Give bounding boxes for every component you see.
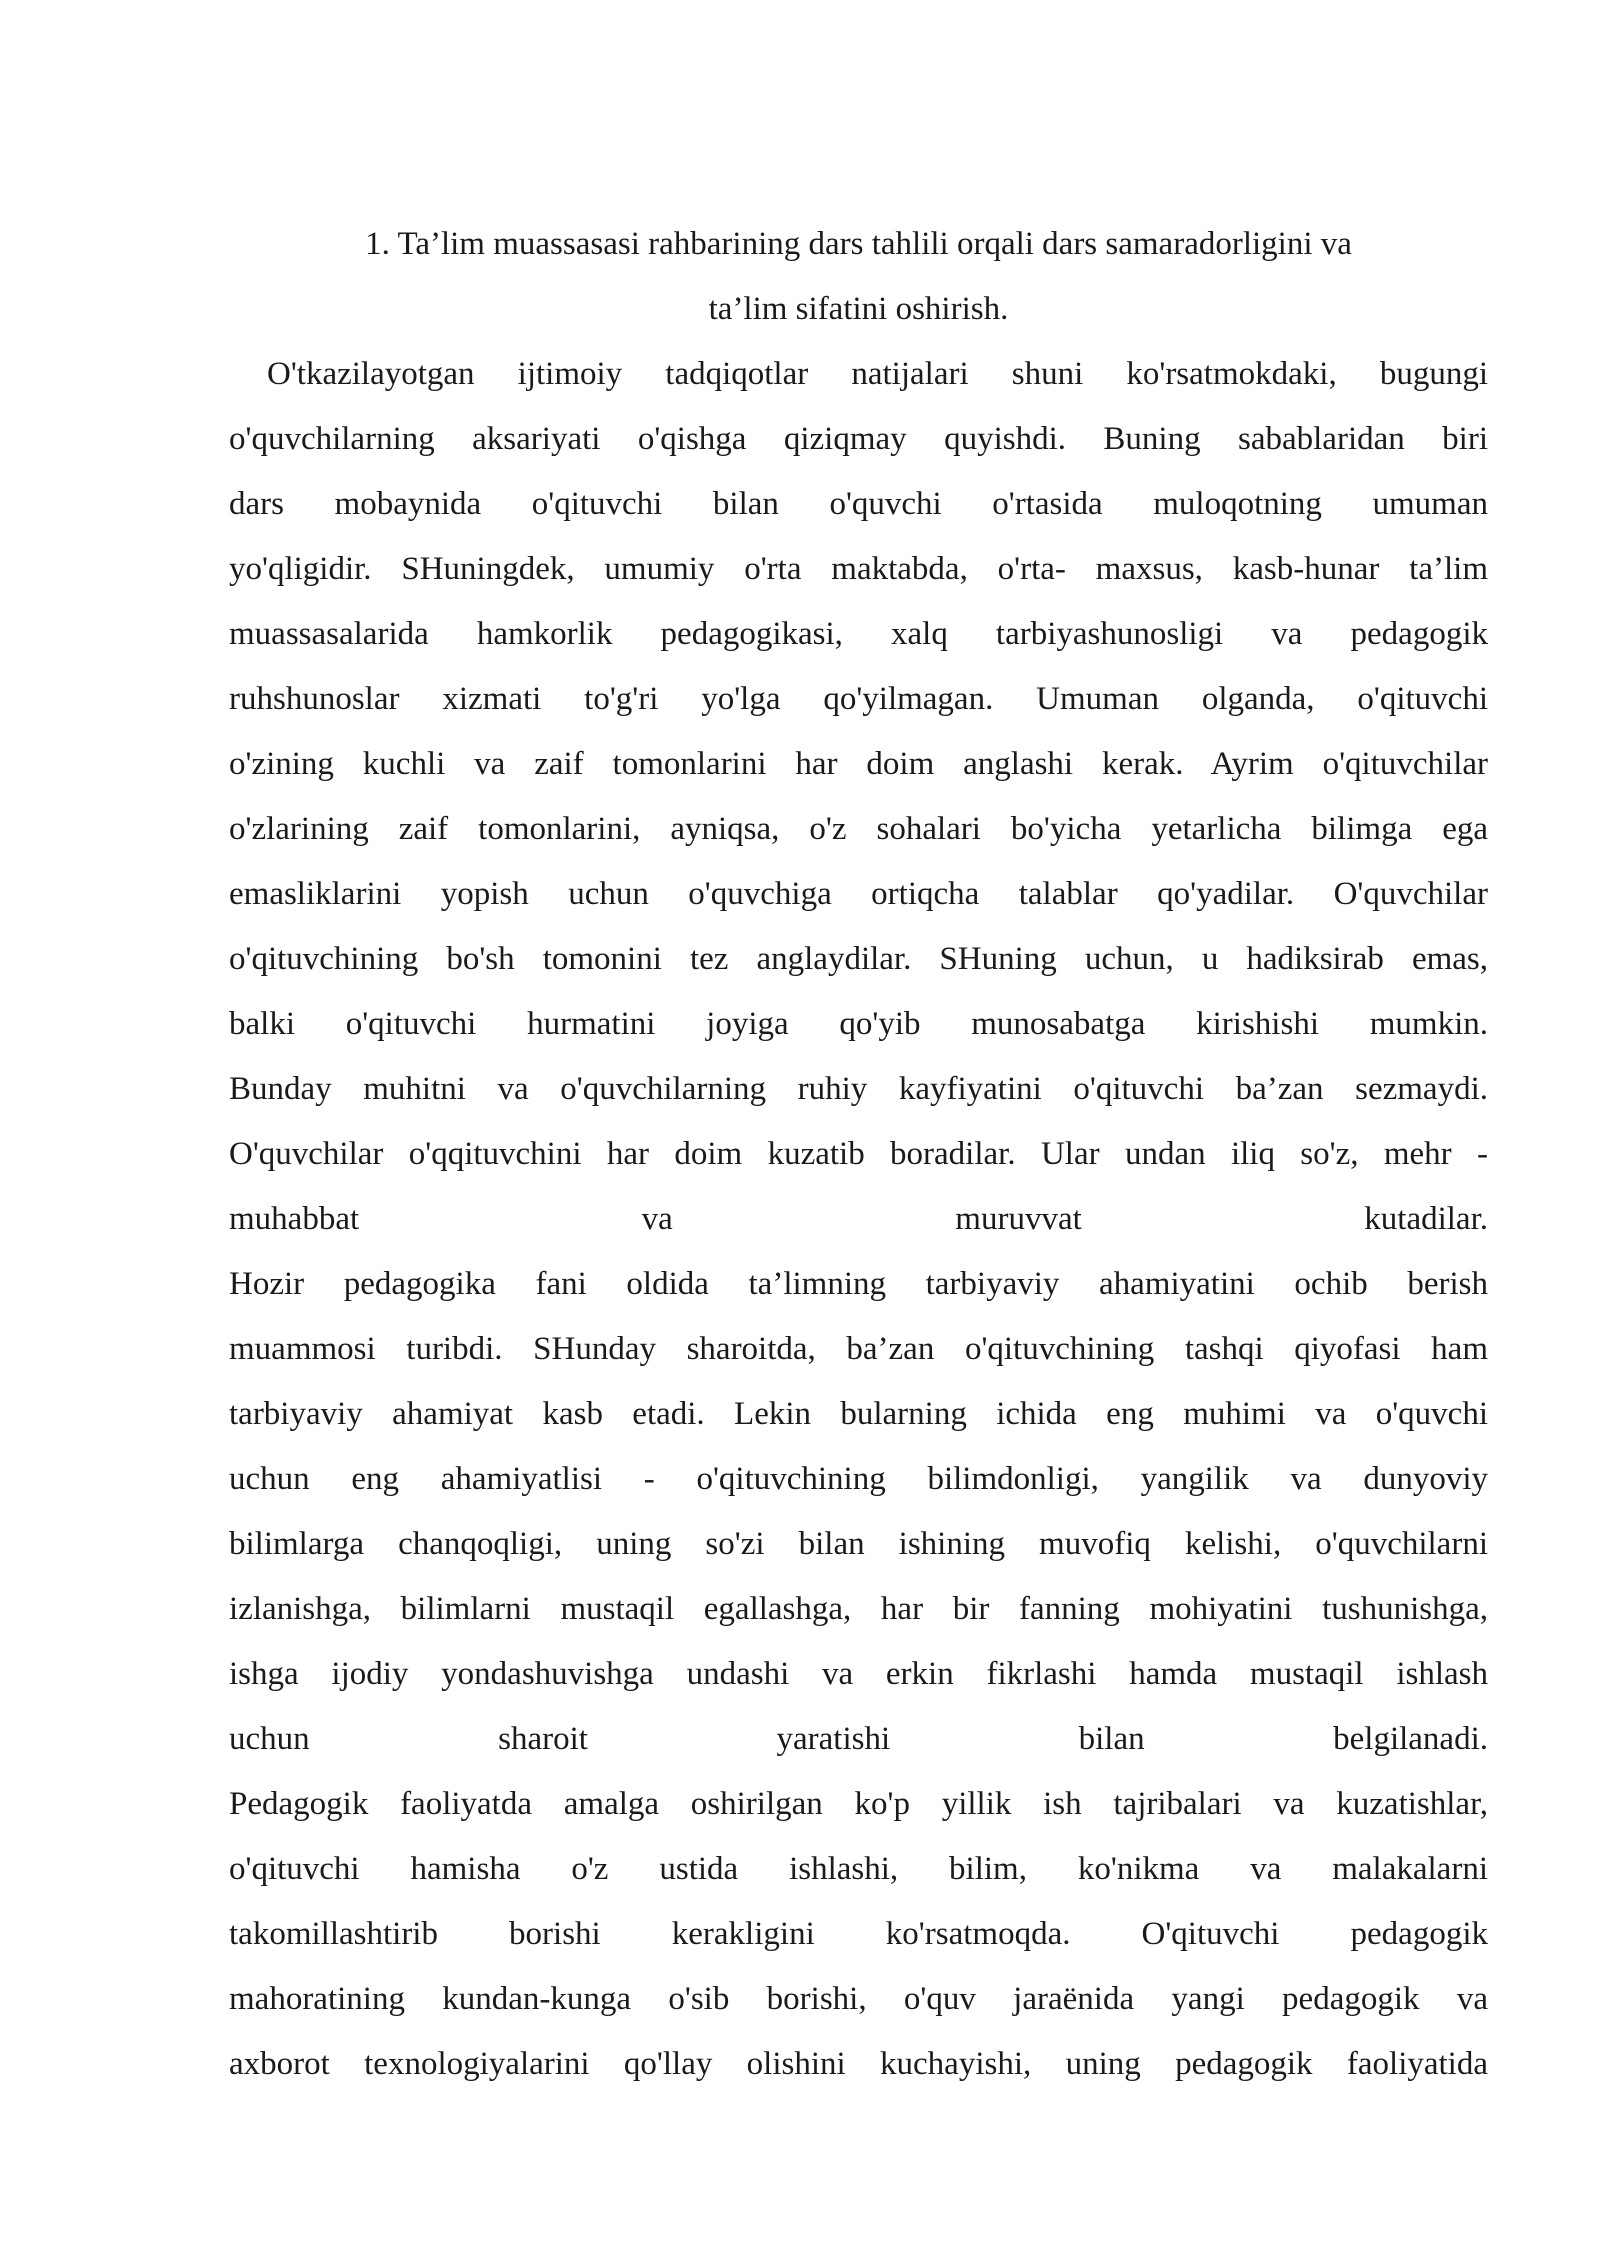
heading-line-2: ta’lim sifatini oshirish.: [708, 291, 1009, 327]
paragraph-line: ruhshunoslar xizmati to'g'ri yo'lga qo'yilmagan. Umuman olganda, o'qituvchi: [229, 681, 1488, 717]
paragraph-line: tarbiyaviy ahamiyat kasb etadi. Lekin bularning ichida eng muhimi va o'quvchi: [229, 1396, 1488, 1432]
paragraph-line: o'zlarining zaif tomonlarini, ayniqsa, o'z sohalari bo'yicha yetarlicha bilimga ega: [229, 811, 1488, 847]
paragraph-line: yo'qligidir. SHuningdek, umumiy o'rta maktabda, o'rta- maxsus, kasb-hunar ta’lim: [229, 551, 1488, 587]
paragraph-line: uchun eng ahamiyatlisi - o'qituvchining bilimdonligi, yangilik va dunyoviy: [229, 1461, 1488, 1497]
paragraph-line: takomillashtirib borishi kerakligini ko'rsatmoqda. O'qituvchi pedagogik: [229, 1916, 1488, 1952]
paragraph-line: axborot texnologiyalarini qo'llay olishini kuchayishi, uning pedagogik faoliyatida: [229, 2046, 1488, 2082]
paragraph-line: O'quvchilar o'qqituvchini har doim kuzatib boradilar. Ular undan iliq so'z, mehr -: [229, 1136, 1488, 1172]
paragraph-2: [229, 1252, 1488, 1772]
paragraph-line: balki o'qituvchi hurmatini joyiga qo'yib munosabatga kirishishi mumkin.: [229, 1006, 1488, 1042]
paragraph-line: mahoratining kundan-kunga o'sib borishi, o'quv jaraënida yangi pedagogik va: [229, 1981, 1488, 2017]
document-page: [229, 212, 1488, 2097]
section-heading: [229, 212, 1488, 342]
paragraph-3: [229, 1772, 1488, 2097]
paragraph-line: muammosi turibdi. SHunday sharoitda, ba’zan o'qituvchining tashqi qiyofasi ham: [229, 1331, 1488, 1367]
paragraph-line: o'zining kuchli va zaif tomonlarini har doim anglashi kerak. Ayrim o'qituvchilar: [229, 746, 1488, 782]
paragraph-line: Hozir pedagogika fani oldida ta’limning tarbiyaviy ahamiyatini ochib berish: [229, 1266, 1488, 1302]
paragraph-line: muassasalarida hamkorlik pedagogikasi, xalq tarbiyashunosligi va pedagogik: [229, 616, 1488, 652]
paragraph-line: Pedagogik faoliyatda amalga oshirilgan ko'p yillik ish tajribalari va kuzatishlar,: [229, 1786, 1488, 1822]
paragraph-line: izlanishga, bilimlarni mustaqil egallashga, har bir fanning mohiyatini tushunishga,: [229, 1591, 1488, 1627]
paragraph-line: uchun sharoit yaratishi bilan belgilanadi.: [229, 1721, 1488, 1757]
paragraph-line: emasliklarini yopish uchun o'quvchiga ortiqcha talablar qo'yadilar. O'quvchilar: [229, 876, 1488, 912]
paragraph-1: [229, 342, 1488, 1252]
paragraph-line: O'tkazilayotgan ijtimoiy tadqiqotlar natijalari shuni ko'rsatmokdaki, bugungi: [267, 356, 1488, 392]
paragraph-line: Bunday muhitni va o'quvchilarning ruhiy kayfiyatini o'qituvchi ba’zan sezmaydi.: [229, 1071, 1488, 1107]
paragraph-line: o'qituvchi hamisha o'z ustida ishlashi, bilim, ko'nikma va malakalarni: [229, 1851, 1488, 1887]
paragraph-line: dars mobaynida o'qituvchi bilan o'quvchi o'rtasida muloqotning umuman: [229, 486, 1488, 522]
heading-line-1: 1. Ta’lim muassasasi rahbarining dars tahlili orqali dars samaradorligini va: [365, 226, 1352, 262]
paragraph-line: bilimlarga chanqoqligi, uning so'zi bilan ishining muvofiq kelishi, o'quvchilarni: [229, 1526, 1488, 1562]
paragraph-line: ishga ijodiy yondashuvishga undashi va erkin fikrlashi hamda mustaqil ishlash: [229, 1656, 1488, 1692]
paragraph-line: o'qituvchining bo'sh tomonini tez anglaydilar. SHuning uchun, u hadiksirab emas,: [229, 941, 1488, 977]
paragraph-line: muhabbat va muruvvat kutadilar.: [229, 1201, 1488, 1237]
paragraph-line: o'quvchilarning aksariyati o'qishga qiziqmay quyishdi. Buning sabablaridan biri: [229, 421, 1488, 457]
